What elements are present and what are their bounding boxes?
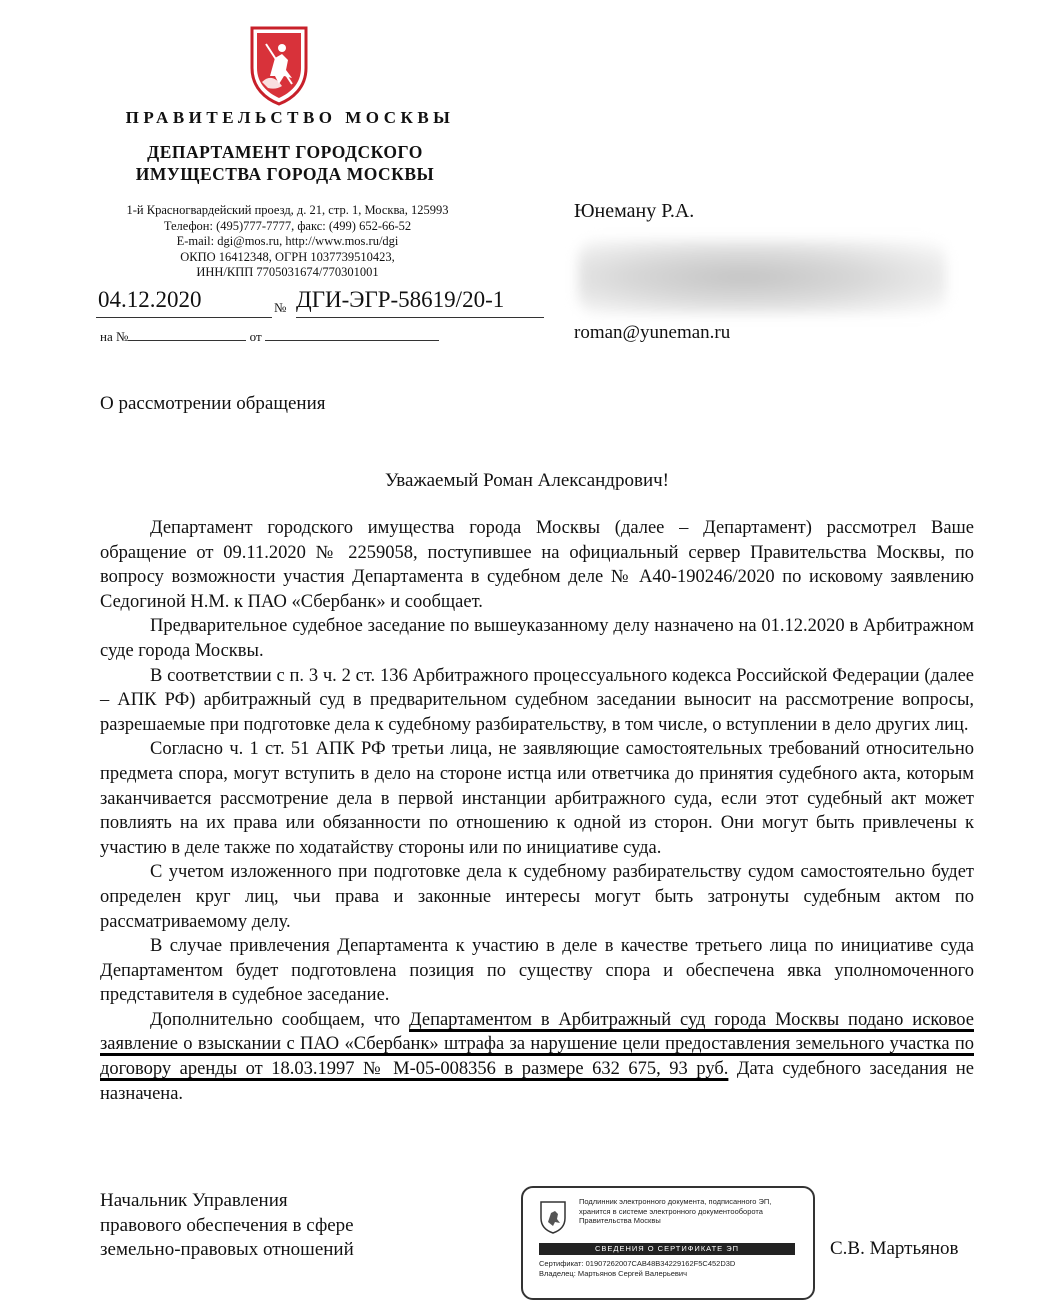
- body-paragraph: Предварительное судебное заседание по вышеуказанному делу назначено на 01.12.2020 в Арбитражном суде города Москвы.: [100, 616, 974, 661]
- redacted-address: [578, 240, 946, 314]
- registration-number: ДГИ-ЭГР-58619/20-1: [296, 287, 544, 318]
- department-title-line: ИМУЩЕСТВА ГОРОДА МОСКВЫ: [135, 164, 435, 184]
- registration-number-sign: №: [274, 300, 287, 315]
- stamp-text-line: Правительства Москвы: [579, 1216, 661, 1225]
- final-paragraph-lead: Дополнительно сообщаем, что: [150, 1009, 410, 1030]
- government-title: ПРАВИТЕЛЬСТВО МОСКВЫ: [125, 108, 455, 127]
- electronic-signature-stamp: [521, 1186, 815, 1300]
- reference-number-label: на №: [100, 329, 129, 344]
- reference-date-label: от: [249, 329, 262, 344]
- body-paragraph: В соответствии с п. 3 ч. 2 ст. 136 Арбитражного процессуального кодекса Российской Федерации (далее – АПК РФ) арбитражный суд в предварительном судебном заседании выносит на рассмотрение вопросы, разрешаемые при подготовке дела к судебному разбирательству, в том числе, о вступлении в дело других лиц.: [100, 665, 974, 735]
- reference-line: [100, 329, 439, 345]
- certificate-details: [539, 1259, 735, 1279]
- certificate-info-bar: СВЕДЕНИЯ О СЕРТИФИКАТЕ ЭП: [539, 1243, 795, 1255]
- signer-position: [100, 1189, 430, 1263]
- registration-date: 04.12.2020: [96, 287, 272, 318]
- final-paragraph: [100, 1008, 974, 1106]
- contact-line: 1-й Красногвардейский проезд, д. 21, стр. 1, Москва, 125993: [126, 203, 449, 217]
- salutation: Уважаемый Роман Александрович!: [385, 470, 669, 491]
- reference-number-blank: [128, 329, 246, 341]
- body-paragraph: Согласно ч. 1 ст. 51 АПК РФ третьи лица, не заявляющие самостоятельных требований относительно предмета спора, могут вступить в дело на стороне истца или ответчика до принятия судебного акта, которым заканчивается рассмотрение дела в первой инстанции арбитражного суда, если этот судебный акт может повлиять на их права или обязанности по отношению к одной из сторон. Они могут быть привлечены к участию в деле также по ходатайству стороны или по инициативе суда.: [100, 739, 974, 858]
- stamp-text: [579, 1197, 805, 1226]
- signer-position-line: Начальник Управления: [100, 1190, 288, 1211]
- signer-name: С.В. Мартьянов: [830, 1238, 959, 1259]
- stamp-coat-of-arms-icon: [539, 1200, 567, 1234]
- final-paragraph-tail: Дата судебного заседания не назначена.: [100, 1059, 974, 1104]
- body-paragraph: С учетом изложенного при подготовке дела к судебному разбирательству судом самостоятельно будет определен круг лиц, чьи права и законные интересы могут быть затронуты судебным актом по рассматриваемому делу.: [100, 862, 974, 932]
- certificate-owner: Владелец: Мартьянов Сергей Валерьевич: [539, 1269, 687, 1278]
- certificate-number: Сертификат: 01907262007CAB48B34229162F5C452D3D: [539, 1259, 736, 1268]
- moscow-coat-of-arms-icon: [248, 24, 310, 106]
- stamp-text-line: хранится в системе электронного документооборота: [579, 1206, 763, 1216]
- letter-body: [100, 516, 974, 1106]
- contact-line: ОКПО 16412348, ОГРН 1037739510423,: [180, 249, 395, 264]
- highlighted-claim-text: Департаментом в Арбитражный суд города Москвы подано исковое заявление о взыскании с ПАО «Сбербанк» штрафа за нарушение цели предоставления земельного участка по договору аренды от 18.03.1997 № М-05-008356 в размере 632 675, 93 руб.: [100, 1009, 974, 1080]
- body-paragraph: Департамент городского имущества города Москвы (далее – Департамент) рассмотрел Ваше обращение от 09.11.2020 № 2259058, поступившее на официальный сервер Правительства Москвы, по вопросу возможности участия Департамента в судебном деле № А40-190246/2020 по исковому заявлению Седогиной Н.М. к ПАО «Сбербанк» и сообщает.: [100, 518, 974, 612]
- department-title: [110, 141, 460, 185]
- contact-line: E-mail: dgi@mos.ru, http://www.mos.ru/dgi: [176, 234, 399, 248]
- recipient-name: Юнеману Р.А.: [574, 200, 695, 222]
- signer-position-line: правового обеспечения в сфере: [100, 1214, 354, 1236]
- contact-line: Телефон: (495)777-7777, факс: (499) 652-66-52: [163, 218, 412, 233]
- department-title-line: ДЕПАРТАМЕНТ ГОРОДСКОГО: [147, 142, 423, 162]
- body-paragraph: В случае привлечения Департамента к участию в деле в качестве третьего лица по инициативе суда Департаментом будет подготовлена позиция по существу спора и обеспечена явка уполномоченного представителя в судебное заседание.: [100, 936, 974, 1006]
- recipient-email: roman@yuneman.ru: [574, 322, 731, 343]
- letter-subject: О рассмотрении обращения: [100, 393, 326, 414]
- reference-date-blank: [265, 329, 439, 341]
- department-contacts: [90, 203, 485, 281]
- contact-line: ИНН/КПП 7705031674/770301001: [196, 265, 379, 279]
- signer-position-line: земельно-правовых отношений: [100, 1239, 354, 1260]
- stamp-text-line: Подлинник электронного документа, подписанного ЭП,: [579, 1197, 772, 1206]
